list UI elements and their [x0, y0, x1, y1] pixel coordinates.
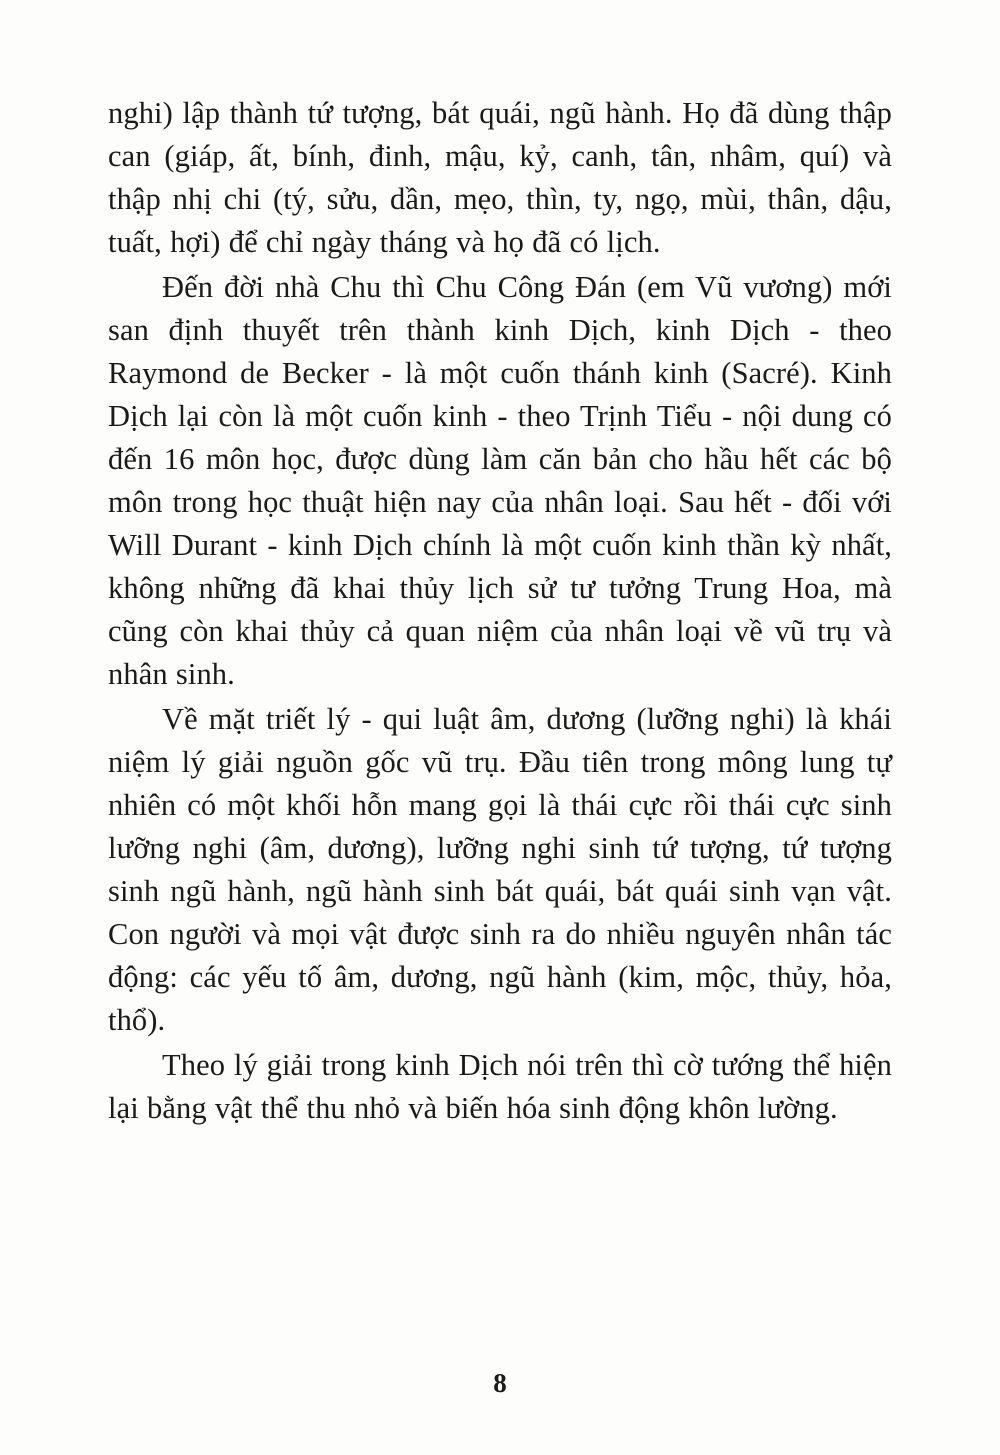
paragraph-3: Về mặt triết lý - qui luật âm, dương (lưỡng nghi) là khái niệm lý giải nguồn gốc vũ trụ. Đầu tiên trong mông lung tự nhiên có một khối hỗn mang gọi là thái cực rồi thái cực sinh lưỡng nghi (âm, dương), lưỡng nghi sinh tứ tượng, tứ tượng sinh ngũ hành, ngũ hành sinh bát quái, bát quái sinh vạn vật. Con người và mọi vật được sinh ra do nhiều nguyên nhân tác động: các yếu tố âm, dương, ngũ hành (kim, mộc, thủy, hỏa, thổ).	[108, 702, 892, 1037]
page-body-text	[108, 92, 892, 1132]
paragraph-1: nghi) lập thành tứ tượng, bát quái, ngũ hành. Họ đã dùng thập can (giáp, ất, bính, đinh, mậu, kỷ, canh, tân, nhâm, quí) và thập nhị chi (tý, sửu, dần, mẹo, thìn, ty, ngọ, mùi, thân, dậu, tuất, hợi) để chỉ ngày tháng và họ đã có lịch.	[108, 96, 892, 259]
paragraph-2: Đến đời nhà Chu thì Chu Công Đán (em Vũ vương) mới san định thuyết trên thành kinh Dịch, kinh Dịch - theo Raymond de Becker - là một cuốn thánh kinh (Sacré). Kinh Dịch lại còn là một cuốn kinh - theo Trịnh Tiểu - nội dung có đến 16 môn học, được dùng làm căn bản cho hầu hết các bộ môn trong học thuật hiện nay của nhân loại. Sau hết - đối với Will Durant - kinh Dịch chính là một cuốn kinh thần kỳ nhất, không những đã khai thủy lịch sử tư tưởng Trung Hoa, mà cũng còn khai thủy cả quan niệm của nhân loại về vũ trụ và nhân sinh.	[108, 270, 892, 691]
paragraph-4: Theo lý giải trong kinh Dịch nói trên thì cờ tướng thể hiện lại bằng vật thể thu nhỏ và biến hóa sinh động khôn lường.	[108, 1048, 892, 1125]
page-number: 8	[493, 1368, 507, 1398]
